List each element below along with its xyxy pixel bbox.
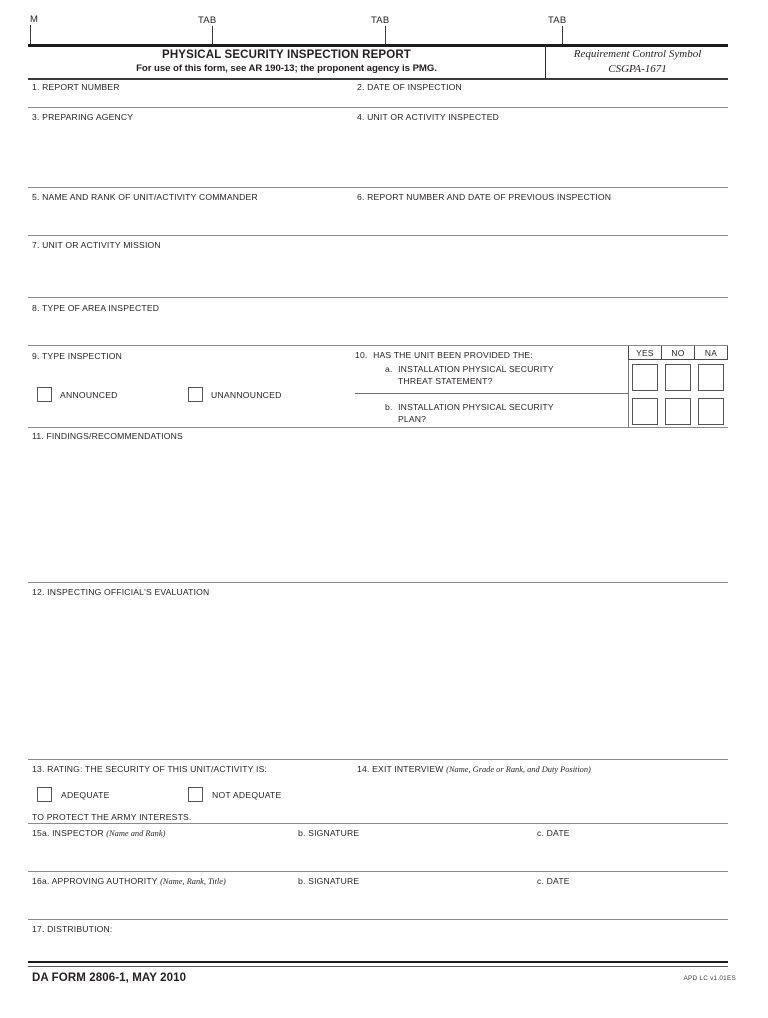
field-6-input[interactable] (355, 203, 725, 233)
field-12-label: INSPECTING OFFICIAL'S EVALUATION (47, 587, 210, 597)
field-1-number: 1. (32, 82, 40, 92)
form-identifier: DA FORM 2806-1, MAY 2010 (32, 972, 187, 984)
field-7-label: UNIT OR ACTIVITY MISSION (42, 240, 161, 250)
field-15a-input[interactable] (30, 840, 295, 868)
field-16b-input[interactable] (296, 888, 536, 916)
field-4-number: 4. (357, 112, 365, 122)
item-10-row-a-line2: THREAT STATEMENT? (398, 375, 493, 386)
header-bottom-rule (28, 78, 728, 80)
field-15c-caption (537, 828, 570, 838)
item-10a-yes-checkbox[interactable] (632, 364, 658, 391)
rule-after-field-3-4 (28, 187, 728, 188)
ruler-marker-label-tab-3: TAB (548, 15, 567, 26)
field-14-input[interactable] (355, 776, 725, 820)
field-15b-number: b. (298, 828, 306, 838)
field-15b-label: SIGNATURE (308, 828, 360, 838)
rule-after-field-13-14 (28, 823, 728, 824)
field-6-label: REPORT NUMBER AND DATE OF PREVIOUS INSPECTION (367, 192, 612, 202)
field-16c-number: c. (537, 876, 545, 886)
field-12-number: 12. (32, 587, 45, 597)
column-header-na: NA (695, 346, 728, 360)
item-10-row-a-line1: INSTALLATION PHYSICAL SECURITY (398, 364, 554, 374)
form-header (28, 44, 728, 78)
footer-rule-top (28, 961, 728, 963)
field-15a-number: 15a. (32, 828, 50, 838)
apd-version-label: APD LC v1.01ES (683, 975, 736, 982)
field-8-input[interactable] (30, 314, 725, 344)
item-10-row-b (385, 402, 554, 425)
field-1-input[interactable] (30, 92, 350, 106)
rule-after-field-5-6 (28, 235, 728, 236)
ruler-marker-label-m: M (30, 14, 39, 25)
field-14-caption (357, 764, 591, 774)
field-16c-label: DATE (546, 876, 570, 886)
field-14-hint: (Name, Grade or Rank, and Duty Position) (446, 765, 591, 774)
field-15c-label: DATE (546, 828, 570, 838)
field-1-label: REPORT NUMBER (42, 82, 120, 92)
field-9-caption (32, 351, 122, 361)
column-header-no: NO (662, 346, 695, 360)
field-13-label: RATING: THE SECURITY OF THIS UNIT/ACTIVITY IS: (47, 764, 268, 774)
field-3-caption (32, 112, 133, 122)
rcs-value: CSGPA-1671 (608, 62, 667, 75)
field-16b-caption (298, 876, 359, 886)
item-10b-no-checkbox[interactable] (665, 398, 691, 425)
item-10b-yes-checkbox[interactable] (632, 398, 658, 425)
field-4-caption (357, 112, 499, 122)
field-11-label: FINDINGS/RECOMMENDATIONS (46, 431, 183, 441)
field-11-input[interactable] (30, 443, 725, 580)
item-10-row-a (385, 364, 554, 387)
field-16c-input[interactable] (535, 888, 725, 916)
field-8-number: 8. (32, 303, 40, 313)
field-2-caption (357, 82, 462, 92)
field-14-label: EXIT INTERVIEW (372, 764, 444, 774)
rule-after-item-9-10 (28, 427, 728, 428)
field-5-input[interactable] (30, 203, 350, 233)
field-2-label: DATE OF INSPECTION (367, 82, 462, 92)
field-7-input[interactable] (30, 251, 725, 295)
field-13-caption (32, 764, 267, 774)
field-13-tail-text: TO PROTECT THE ARMY INTERESTS. (32, 812, 192, 822)
footer-rule-bottom (28, 966, 728, 967)
item-10-row-b-line1: INSTALLATION PHYSICAL SECURITY (398, 402, 554, 412)
field-11-number: 11. (32, 431, 44, 441)
field-15a-label: INSPECTOR (52, 828, 104, 838)
field-15b-caption (298, 828, 359, 838)
field-15c-input[interactable] (535, 840, 725, 868)
field-17-input[interactable] (30, 936, 725, 960)
field-3-label: PREPARING AGENCY (42, 112, 134, 122)
field-15b-input[interactable] (296, 840, 536, 868)
item-10a-no-checkbox[interactable] (665, 364, 691, 391)
checkbox-announced[interactable] (37, 387, 52, 402)
field-12-input[interactable] (30, 599, 725, 757)
item-10-heading (355, 350, 533, 360)
rcs-label: Requirement Control Symbol (573, 47, 702, 60)
item-10-row-b-number: b. (385, 402, 393, 412)
field-17-caption (32, 924, 113, 934)
field-16a-number: 16a. (32, 876, 50, 886)
checkbox-not-adequate-label: NOT ADEQUATE (212, 790, 282, 800)
form-title-block (28, 44, 545, 78)
field-16c-caption (537, 876, 570, 886)
field-15c-number: c. (537, 828, 545, 838)
field-7-number: 7. (32, 240, 40, 250)
field-16a-input[interactable] (30, 888, 295, 916)
field-17-label: DISTRIBUTION: (47, 924, 113, 934)
item-10-number: 10. (355, 350, 368, 360)
field-4-label: UNIT OR ACTIVITY INSPECTED (367, 112, 500, 122)
field-14-number: 14. (357, 764, 370, 774)
field-5-label: NAME AND RANK OF UNIT/ACTIVITY COMMANDER (42, 192, 258, 202)
rule-after-field-12 (28, 759, 728, 760)
rule-after-field-11 (28, 582, 728, 583)
field-3-number: 3. (32, 112, 40, 122)
field-6-caption (357, 192, 611, 202)
field-9-label: TYPE INSPECTION (42, 351, 123, 361)
field-4-input[interactable] (355, 123, 725, 185)
checkbox-not-adequate[interactable] (188, 787, 203, 802)
field-8-label: TYPE OF AREA INSPECTED (42, 303, 160, 313)
item-10-row-separator (355, 393, 628, 394)
checkbox-unannounced[interactable] (188, 387, 203, 402)
field-7-caption (32, 240, 161, 250)
ruler-tick-tab-3 (562, 26, 563, 45)
rule-after-field-7 (28, 297, 728, 298)
checkbox-announced-label: ANNOUNCED (60, 390, 118, 400)
field-15a-hint: (Name and Rank) (106, 829, 166, 838)
ruler-tick-m (30, 25, 31, 45)
tab-ruler (0, 0, 768, 48)
field-5-caption (32, 192, 258, 202)
item-10b-na-checkbox[interactable] (698, 398, 724, 425)
ruler-marker-label-tab-1: TAB (198, 15, 217, 26)
field-1-caption (32, 82, 120, 92)
rule-after-field-1-2 (28, 107, 728, 108)
header-vertical-divider (545, 44, 546, 78)
item-10-row-b-line2: PLAN? (398, 413, 427, 424)
field-16a-caption (32, 876, 226, 886)
field-3-input[interactable] (30, 123, 350, 185)
checkbox-unannounced-label: UNANNOUNCED (211, 390, 282, 400)
item-10-heading-text: HAS THE UNIT BEEN PROVIDED THE: (373, 350, 533, 360)
field-2-input[interactable] (355, 92, 725, 106)
requirement-control-symbol-block (547, 44, 728, 78)
column-header-yes: YES (628, 346, 662, 360)
field-16a-hint: (Name, Rank, Title) (160, 877, 226, 886)
form-subtitle: For use of this form, see AR 190-13; the proponent agency is PMG. (136, 62, 437, 74)
ruler-tick-tab-1 (212, 26, 213, 45)
field-17-number: 17. (32, 924, 45, 934)
checkbox-adequate[interactable] (37, 787, 52, 802)
field-11-caption (32, 431, 183, 441)
ruler-marker-label-tab-2: TAB (371, 15, 390, 26)
field-12-caption (32, 587, 209, 597)
field-16a-label: APPROVING AUTHORITY (51, 876, 158, 886)
item-10a-na-checkbox[interactable] (698, 364, 724, 391)
rule-after-field-16 (28, 919, 728, 920)
ruler-tick-tab-2 (385, 26, 386, 45)
field-6-number: 6. (357, 192, 365, 202)
field-5-number: 5. (32, 192, 40, 202)
field-16b-number: b. (298, 876, 306, 886)
rule-after-field-15 (28, 871, 728, 872)
field-13-number: 13. (32, 764, 45, 774)
field-9-number: 9. (32, 351, 40, 361)
field-8-caption (32, 303, 159, 313)
checkbox-adequate-label: ADEQUATE (61, 790, 110, 800)
form-title: PHYSICAL SECURITY INSPECTION REPORT (162, 48, 411, 61)
field-16b-label: SIGNATURE (308, 876, 360, 886)
field-2-number: 2. (357, 82, 365, 92)
field-15a-caption (32, 828, 165, 838)
item-10-row-a-number: a. (385, 364, 393, 374)
